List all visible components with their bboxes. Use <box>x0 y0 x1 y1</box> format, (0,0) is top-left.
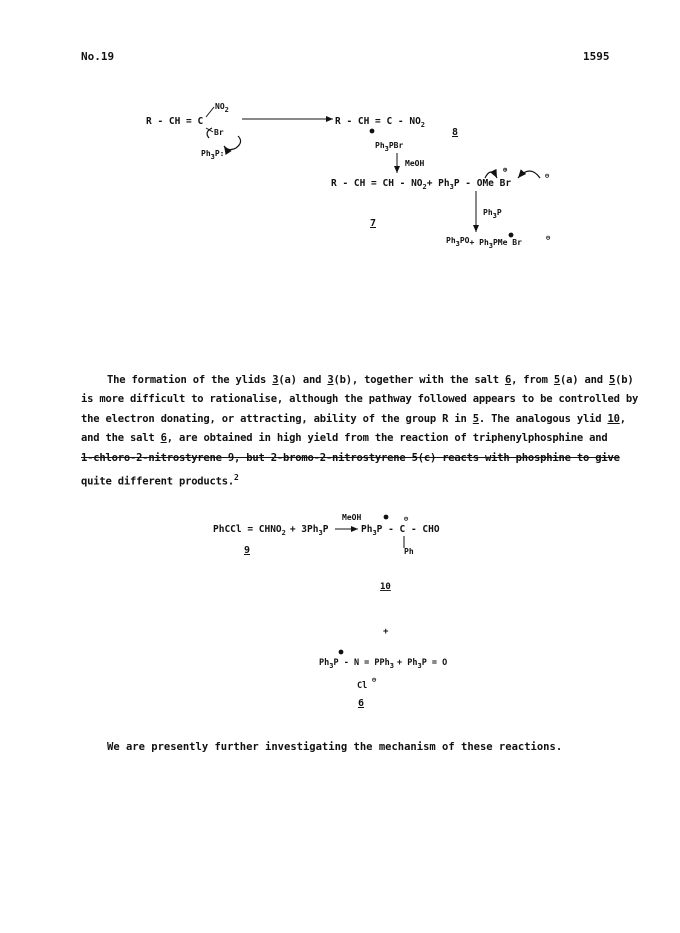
positive-charge-dot-3 <box>384 515 389 520</box>
plus-sign: + <box>383 627 389 637</box>
journal-issue: No.19 <box>81 50 115 63</box>
negative-charge-br: ⊖ <box>545 172 550 180</box>
compound-label-10: 10 <box>380 582 391 592</box>
positive-charge-dot-4 <box>339 650 344 655</box>
positive-charge-dot-2 <box>509 233 514 238</box>
closing-sentence: We are presently further investigating the mechanism of these reactions. <box>107 741 563 753</box>
reactant-formula: R - CH = C <box>146 116 204 127</box>
product-8-ph3pbr: Ph3PBr <box>375 141 404 153</box>
curved-arrow-2 <box>224 136 241 150</box>
scheme-2 <box>213 513 447 709</box>
reactant-nitro: NO2 <box>215 102 229 114</box>
discussion-paragraph <box>81 371 639 492</box>
bond-no2 <box>206 107 214 117</box>
page-number: 1595 <box>583 50 610 63</box>
compound-label-8: 8 <box>452 127 459 138</box>
negative-charge-cl: ⊖ <box>372 676 377 684</box>
scheme2-ylid: $Ph_3P$ - C - CHO <box>361 524 440 537</box>
compound-label-9: 9 <box>244 545 251 556</box>
negative-charge-c: ⊖ <box>404 515 409 523</box>
reactant-bromine: Br <box>214 128 224 137</box>
product-8-formula: R - CH = C - $NO_2$ <box>335 116 426 129</box>
compound-label-6: 6 <box>358 698 365 709</box>
paragraph-line-4: and the salt 6, are obtained in high yield from the reaction of triphenylphosphine and <box>81 432 608 445</box>
compound-label-7: 7 <box>370 218 377 229</box>
scheme2-reaction: PhCCl = $CHNO_2 + 3Ph_3P$ <box>213 524 329 537</box>
salt-formula: $Ph_3P - N = PPh_3 + Ph_3P = O$ <box>319 658 448 670</box>
paragraph-line-1: The formation of the ylids 3(a) and 3(b), together with the salt 6, from 5(a) and 5(b) <box>107 374 634 386</box>
phosphine-reagent: Ph3P <box>483 208 502 220</box>
meoh-reagent-2: MeOH <box>342 513 362 522</box>
nitroalkene-product: R - CH = CH - $NO_2+ Ph_3P$ - OMe Br <box>331 178 512 191</box>
paragraph-line-3: the electron donating, or attracting, ability of the group R in 5. The analogous ylid 10, <box>81 412 626 425</box>
negative-charge-br-2: ⊖ <box>546 234 551 242</box>
curved-arrow-4 <box>518 171 540 178</box>
positive-charge-dot <box>370 129 375 134</box>
paragraph-line-5: 1-chloro-2-nitrostyrene 9, but 2-bromo-2-nitrostyrene 5(c) reacts with phosphine to give <box>81 451 620 464</box>
final-products: Ph3PO+ Ph3PMe Br <box>446 236 522 250</box>
chloride-ion: Cl <box>357 681 368 691</box>
positive-charge-p: ⊕ <box>503 166 508 174</box>
ylid-phenyl: Ph <box>404 547 414 556</box>
paragraph-line-2: is more difficult to rationalise, although the pathway followed appears to be controlled by <box>81 393 639 406</box>
scheme-1 <box>146 102 550 250</box>
reactant-phosphine: Ph3P: <box>201 149 225 161</box>
meoh-reagent-1: MeOH <box>405 159 425 168</box>
paragraph-line-6: quite different products.$^2$ <box>81 473 239 488</box>
